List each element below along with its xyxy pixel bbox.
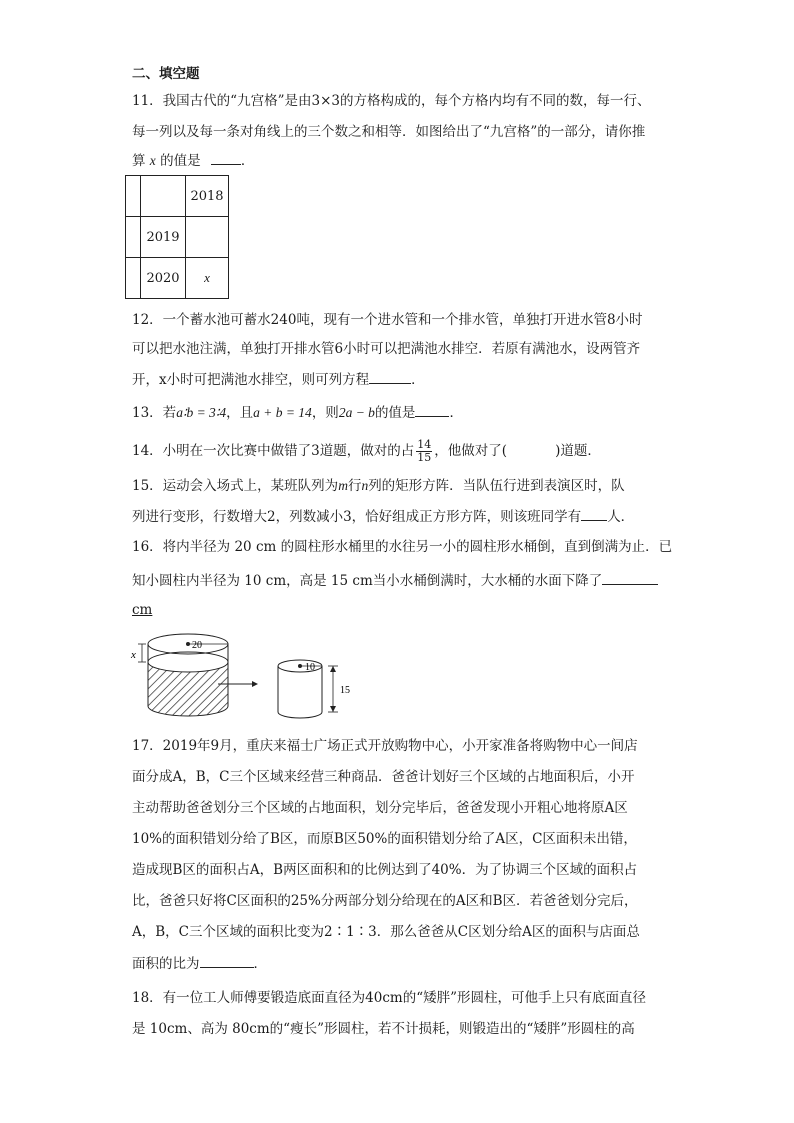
q16-line2 (132, 570, 658, 591)
cylinder-figure (128, 632, 368, 728)
q15-line1c: 列的矩形方阵．当队伍行进到表演区时，队 (368, 478, 625, 494)
q17-line: 17．2019年9月，重庆来福士广场正式开放购物中心，小开家准备将购物中心一间店 (132, 738, 638, 754)
q17-line: 造成现B区的面积占A，B两区面积和的比例达到了40%．为了协调三个区域的面积占 (132, 862, 638, 878)
q11-line2: 每一列以及每一条对角线上的三个数之和相等．如图给出了“九宫格”的一部分，请你推 (132, 124, 646, 140)
q14-numerator: 14 (417, 438, 432, 451)
q17-line: 比，爸爸只好将C区面积的25%分两部分划分给现在的A区和B区．若爸爸划分完后， (132, 893, 638, 909)
q13-suffix: 的值是 (374, 405, 416, 421)
q12-line1: 12．一个蓄水池可蓄水240吨，现有一个进水管和一个排水管，单独打开进水管8小时 (132, 312, 643, 328)
grid-cell: 2018 (186, 176, 229, 217)
q14-prefix: 14．小明在一次比赛中做错了3道题，做对的占 (132, 443, 415, 459)
small-cylinder (278, 660, 322, 718)
q11-var-x: x (149, 153, 156, 168)
q16-answer-blank[interactable] (602, 570, 658, 585)
x-height-label: x (131, 649, 136, 661)
small-radius-label: 10 (305, 662, 315, 673)
q17-line: A，B，C三个区域的面积比变为2∶1∶3．那么爸爸从C区划分给A区的面积与店面总 (132, 924, 640, 940)
section-title: 二、填空题 (132, 66, 200, 82)
q17-line: 主动帮助爸爸划分三个区域的占地面积，划分完毕后，爸爸发现小开粗心地将原A区 (132, 800, 628, 816)
q15-answer-blank[interactable] (581, 506, 607, 521)
q13-mid: ，且 (226, 405, 254, 421)
q12-answer-blank[interactable] (369, 369, 411, 384)
q11-answer-blank[interactable] (211, 150, 241, 165)
q13-expr: 2a − b (338, 405, 375, 420)
q11-line3b: 的值是 (160, 153, 201, 169)
grid-cell (186, 217, 229, 258)
q14-fraction (416, 439, 432, 464)
q15-line2 (132, 506, 634, 527)
grid-cell (126, 176, 141, 217)
q14-end: )道题． (555, 443, 601, 459)
q11-line3a: 算 (132, 153, 146, 169)
q15-line1b: 行 (347, 478, 362, 494)
q12-end: ． (411, 372, 425, 388)
q11-line3 (132, 150, 254, 171)
nine-grid-table (125, 175, 229, 299)
q16-line2-text: 知小圆柱内半径为 10 cm，高是 15 cm当小水桶倒满时，大水桶的水面下降了 (132, 573, 603, 589)
q15-line2-text: 列进行变形，行数增大2，列数减小3，恰好组成正方形方阵，则该班同学有 (132, 509, 582, 525)
q16-unit: cm (132, 602, 153, 618)
q13-answer-blank[interactable] (415, 402, 449, 417)
q17-end: ． (253, 956, 267, 972)
q17-line: 面分成A，B，C三个区域来经营三种商品．爸爸计划好三个区域的占地面积后，小开 (132, 769, 635, 785)
big-radius-label: 20 (192, 640, 202, 651)
small-height-label: 15 (340, 685, 350, 696)
small-height-dimension (328, 666, 338, 712)
q13-line (132, 402, 463, 423)
q15-end: 人． (607, 509, 635, 525)
grid-cell (126, 258, 141, 299)
q14-line (132, 434, 601, 468)
q15-var-n: n (361, 478, 369, 493)
q13-prefix: 13．若 (132, 405, 177, 421)
grid-cell-x: x (186, 258, 229, 299)
grid-cell (141, 176, 186, 217)
grid-cell: 2019 (141, 217, 186, 258)
q17-last-line (132, 953, 267, 974)
q15-var-m: m (338, 478, 348, 493)
q14-suffix: ，他做对了( (434, 443, 508, 459)
big-cylinder (148, 634, 228, 716)
grid-cell: 2020 (141, 258, 186, 299)
q13-end: ． (449, 405, 463, 421)
q13-ratio: a∶b = 3∶4 (176, 405, 227, 420)
q18-line2: 是 10cm、高为 80cm的“瘦长”形圆柱，若不计损耗，则锻造出的“矮胖”形圆柱的高 (132, 1021, 635, 1037)
q17-answer-blank[interactable] (200, 953, 254, 968)
q14-denominator: 15 (417, 451, 432, 464)
grid-cell (126, 217, 141, 258)
q17-line: 10%的面积错划分给了B区，而原B区50%的面积错划分给了A区，C区面积未出错， (132, 831, 637, 847)
q18-line1: 18．有一位工人师傅要锻造底面直径为40cm的“矮胖”形圆柱，可他手上只有底面直径 (132, 990, 647, 1006)
q11-end: ． (240, 153, 255, 169)
q15-line1 (132, 476, 625, 496)
q15-line1a: 15．运动会入场式上，某班队列为 (132, 478, 339, 494)
q12-line3 (132, 369, 425, 390)
q12-line2: 可以把水池注满，单独打开排水管6小时可以把满池水排空．若原有满池水，设两管齐 (132, 341, 641, 357)
q13-mid2: ，则 (311, 405, 339, 421)
q17-last-text: 面积的比为 (132, 956, 200, 972)
q11-line1: 11．我国古代的“九宫格”是由3×3的方格构成的，每个方格内均有不同的数，每一行、 (132, 93, 651, 109)
q13-sum: a + b = 14 (253, 405, 312, 420)
q12-line3-text: 开，x小时可把满池水排空，则可列方程 (132, 372, 370, 388)
q16-line1: 16．将内半径为 20 cm 的圆柱形水桶里的水往另一小的圆柱形水桶倒，直到倒满为止．已 (132, 539, 673, 555)
